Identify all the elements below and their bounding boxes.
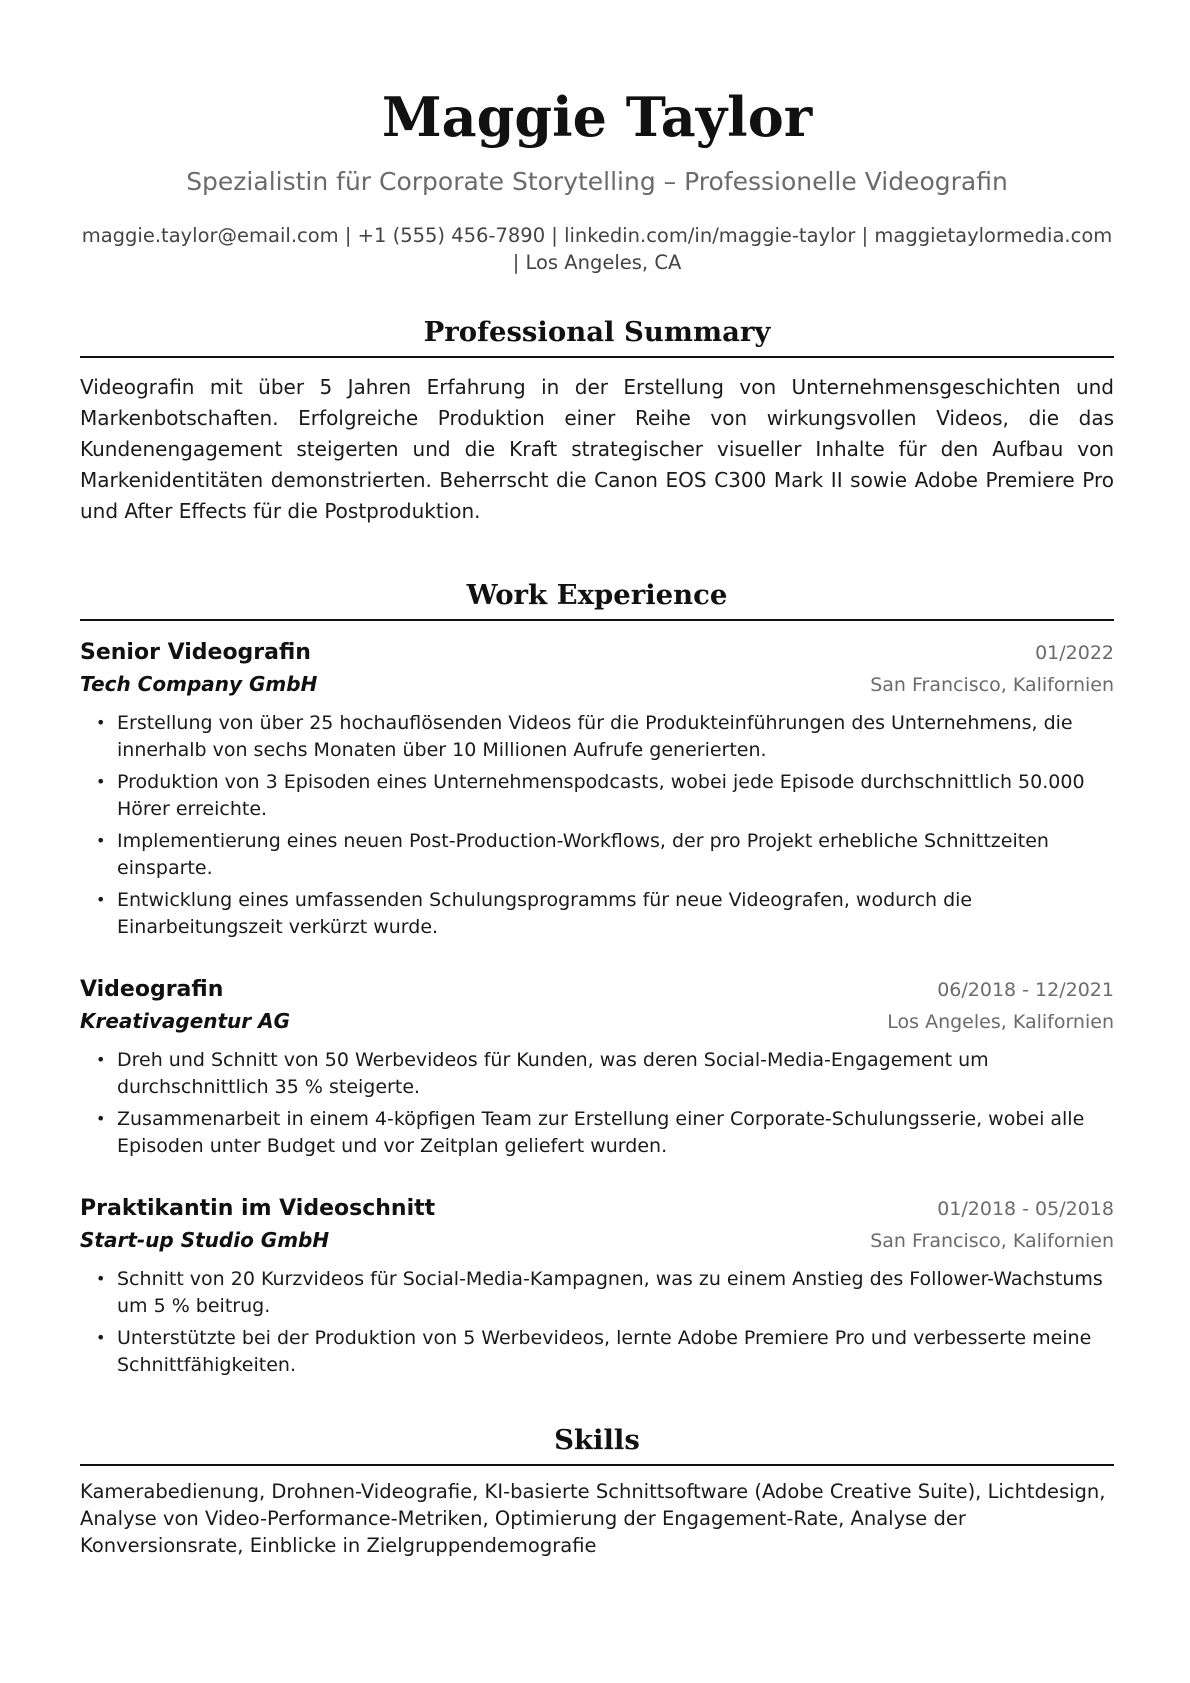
bullet-item	[80, 1266, 1114, 1319]
job-dates: 01/2018 - 05/2018	[937, 1198, 1114, 1220]
company-name: Kreativagentur AG	[80, 1009, 291, 1033]
bullet-icon: •	[96, 831, 106, 850]
company-name: Start-up Studio GmbH	[80, 1228, 330, 1252]
bullet-icon: •	[96, 713, 106, 732]
contact-line: maggie.taylor@email.com | +1 (555) 456-7890 | linkedin.com/in/maggie-taylor | maggietaylormedia.com | Los Angeles, CA	[81, 224, 1113, 274]
bullet-icon: •	[96, 1269, 106, 1288]
bullet-item	[80, 710, 1114, 763]
bullet-text: Zusammenarbeit in einem 4-köpfigen Team zur Erstellung einer Corporate-Schulungsserie, wobei alle Episoden unter Budget und vor Zeitplan geliefert wurden.	[117, 1108, 1085, 1157]
skills-text: Kamerabedienung, Drohnen-Videografie, KI-basierte Schnittsoftware (Adobe Creative Suite), Lichtdesign, Analyse von Video-Performance-Metriken, Optimierung der Engagement-Rate, Analyse der Konversionsrate, Einblicke in Zielgruppendemografie	[80, 1480, 1106, 1557]
job-title: Praktikantin im Videoschnitt	[80, 1196, 436, 1221]
job-title: Senior Videografin	[80, 640, 311, 665]
section-divider	[80, 356, 1114, 358]
job-location: San Francisco, Kalifornien	[870, 674, 1114, 696]
bullet-icon: •	[96, 1050, 106, 1069]
bullet-text: Dreh und Schnitt von 50 Werbevideos für Kunden, was deren Social-Media-Engagement um durchschnittlich 35 % steigerte.	[117, 1049, 989, 1098]
company-name: Tech Company GmbH	[80, 672, 318, 696]
job-bullets	[80, 1047, 1114, 1159]
headline: Spezialistin für Corporate Storytelling – Professionelle Videografin	[186, 167, 1008, 196]
job-entry	[80, 637, 1114, 940]
bullet-icon: •	[96, 772, 106, 791]
bullet-item	[80, 769, 1114, 822]
bullet-text: Implementierung eines neuen Post-Production-Workflows, der pro Projekt erhebliche Schnittzeiten einsparte.	[117, 830, 1049, 879]
section-title-summary: Professional Summary	[423, 316, 771, 348]
job-bullets	[80, 1266, 1114, 1378]
job-title: Videografin	[80, 977, 224, 1002]
section-title-work: Work Experience	[466, 579, 728, 611]
job-location: San Francisco, Kalifornien	[870, 1230, 1114, 1252]
bullet-item	[80, 1106, 1114, 1159]
section-divider	[80, 1464, 1114, 1466]
job-bullets	[80, 710, 1114, 940]
job-entry	[80, 974, 1114, 1159]
bullet-text: Erstellung von über 25 hochauflösenden Videos für die Produkteinführungen des Unternehmens, die innerhalb von sechs Monaten über 10 Millionen Aufrufe generierten.	[117, 712, 1073, 761]
bullet-icon: •	[96, 1109, 106, 1128]
section-title-skills: Skills	[554, 1424, 640, 1456]
bullet-icon: •	[96, 1328, 106, 1347]
summary-text: Videografin mit über 5 Jahren Erfahrung in der Erstellung von Unternehmensgeschichten und Markenbotschaften. Erfolgreiche Produktion einer Reihe von wirkungsvollen Videos, die das Kundenengagement steigerten und die Kraft strategischer visueller Inhalte für den Aufbau von Markenidentitäten demonstrierten. Beherrscht die Canon EOS C300 Mark II sowie Adobe Premiere Pro und After Effects für die Postproduktion.	[80, 375, 1114, 523]
summary-section	[80, 314, 1114, 527]
bullet-text: Entwicklung eines umfassenden Schulungsprogramms für neue Videografen, wodurch die Einarbeitungszeit verkürzt wurde.	[117, 889, 973, 938]
work-experience-section	[80, 577, 1114, 1378]
skills-section	[80, 1422, 1114, 1559]
bullet-icon: •	[96, 890, 106, 909]
job-dates: 06/2018 - 12/2021	[937, 979, 1114, 1001]
bullet-item	[80, 1325, 1114, 1378]
bullet-item	[80, 887, 1114, 940]
job-entry	[80, 1193, 1114, 1378]
bullet-text: Unterstützte bei der Produktion von 5 Werbevideos, lernte Adobe Premiere Pro und verbesserte meine Schnittfähigkeiten.	[117, 1327, 1092, 1376]
bullet-item	[80, 1047, 1114, 1100]
job-location: Los Angeles, Kalifornien	[887, 1011, 1114, 1033]
candidate-name: Maggie Taylor	[381, 85, 813, 149]
job-dates: 01/2022	[1035, 642, 1114, 664]
section-divider	[80, 619, 1114, 621]
bullet-text: Schnitt von 20 Kurzvideos für Social-Media-Kampagnen, was zu einem Anstieg des Follower-Wachstums um 5 % beitrug.	[117, 1268, 1103, 1317]
bullet-item	[80, 828, 1114, 881]
bullet-text: Produktion von 3 Episoden eines Unternehmenspodcasts, wobei jede Episode durchschnittlich 50.000 Hörer erreichte.	[117, 771, 1085, 820]
